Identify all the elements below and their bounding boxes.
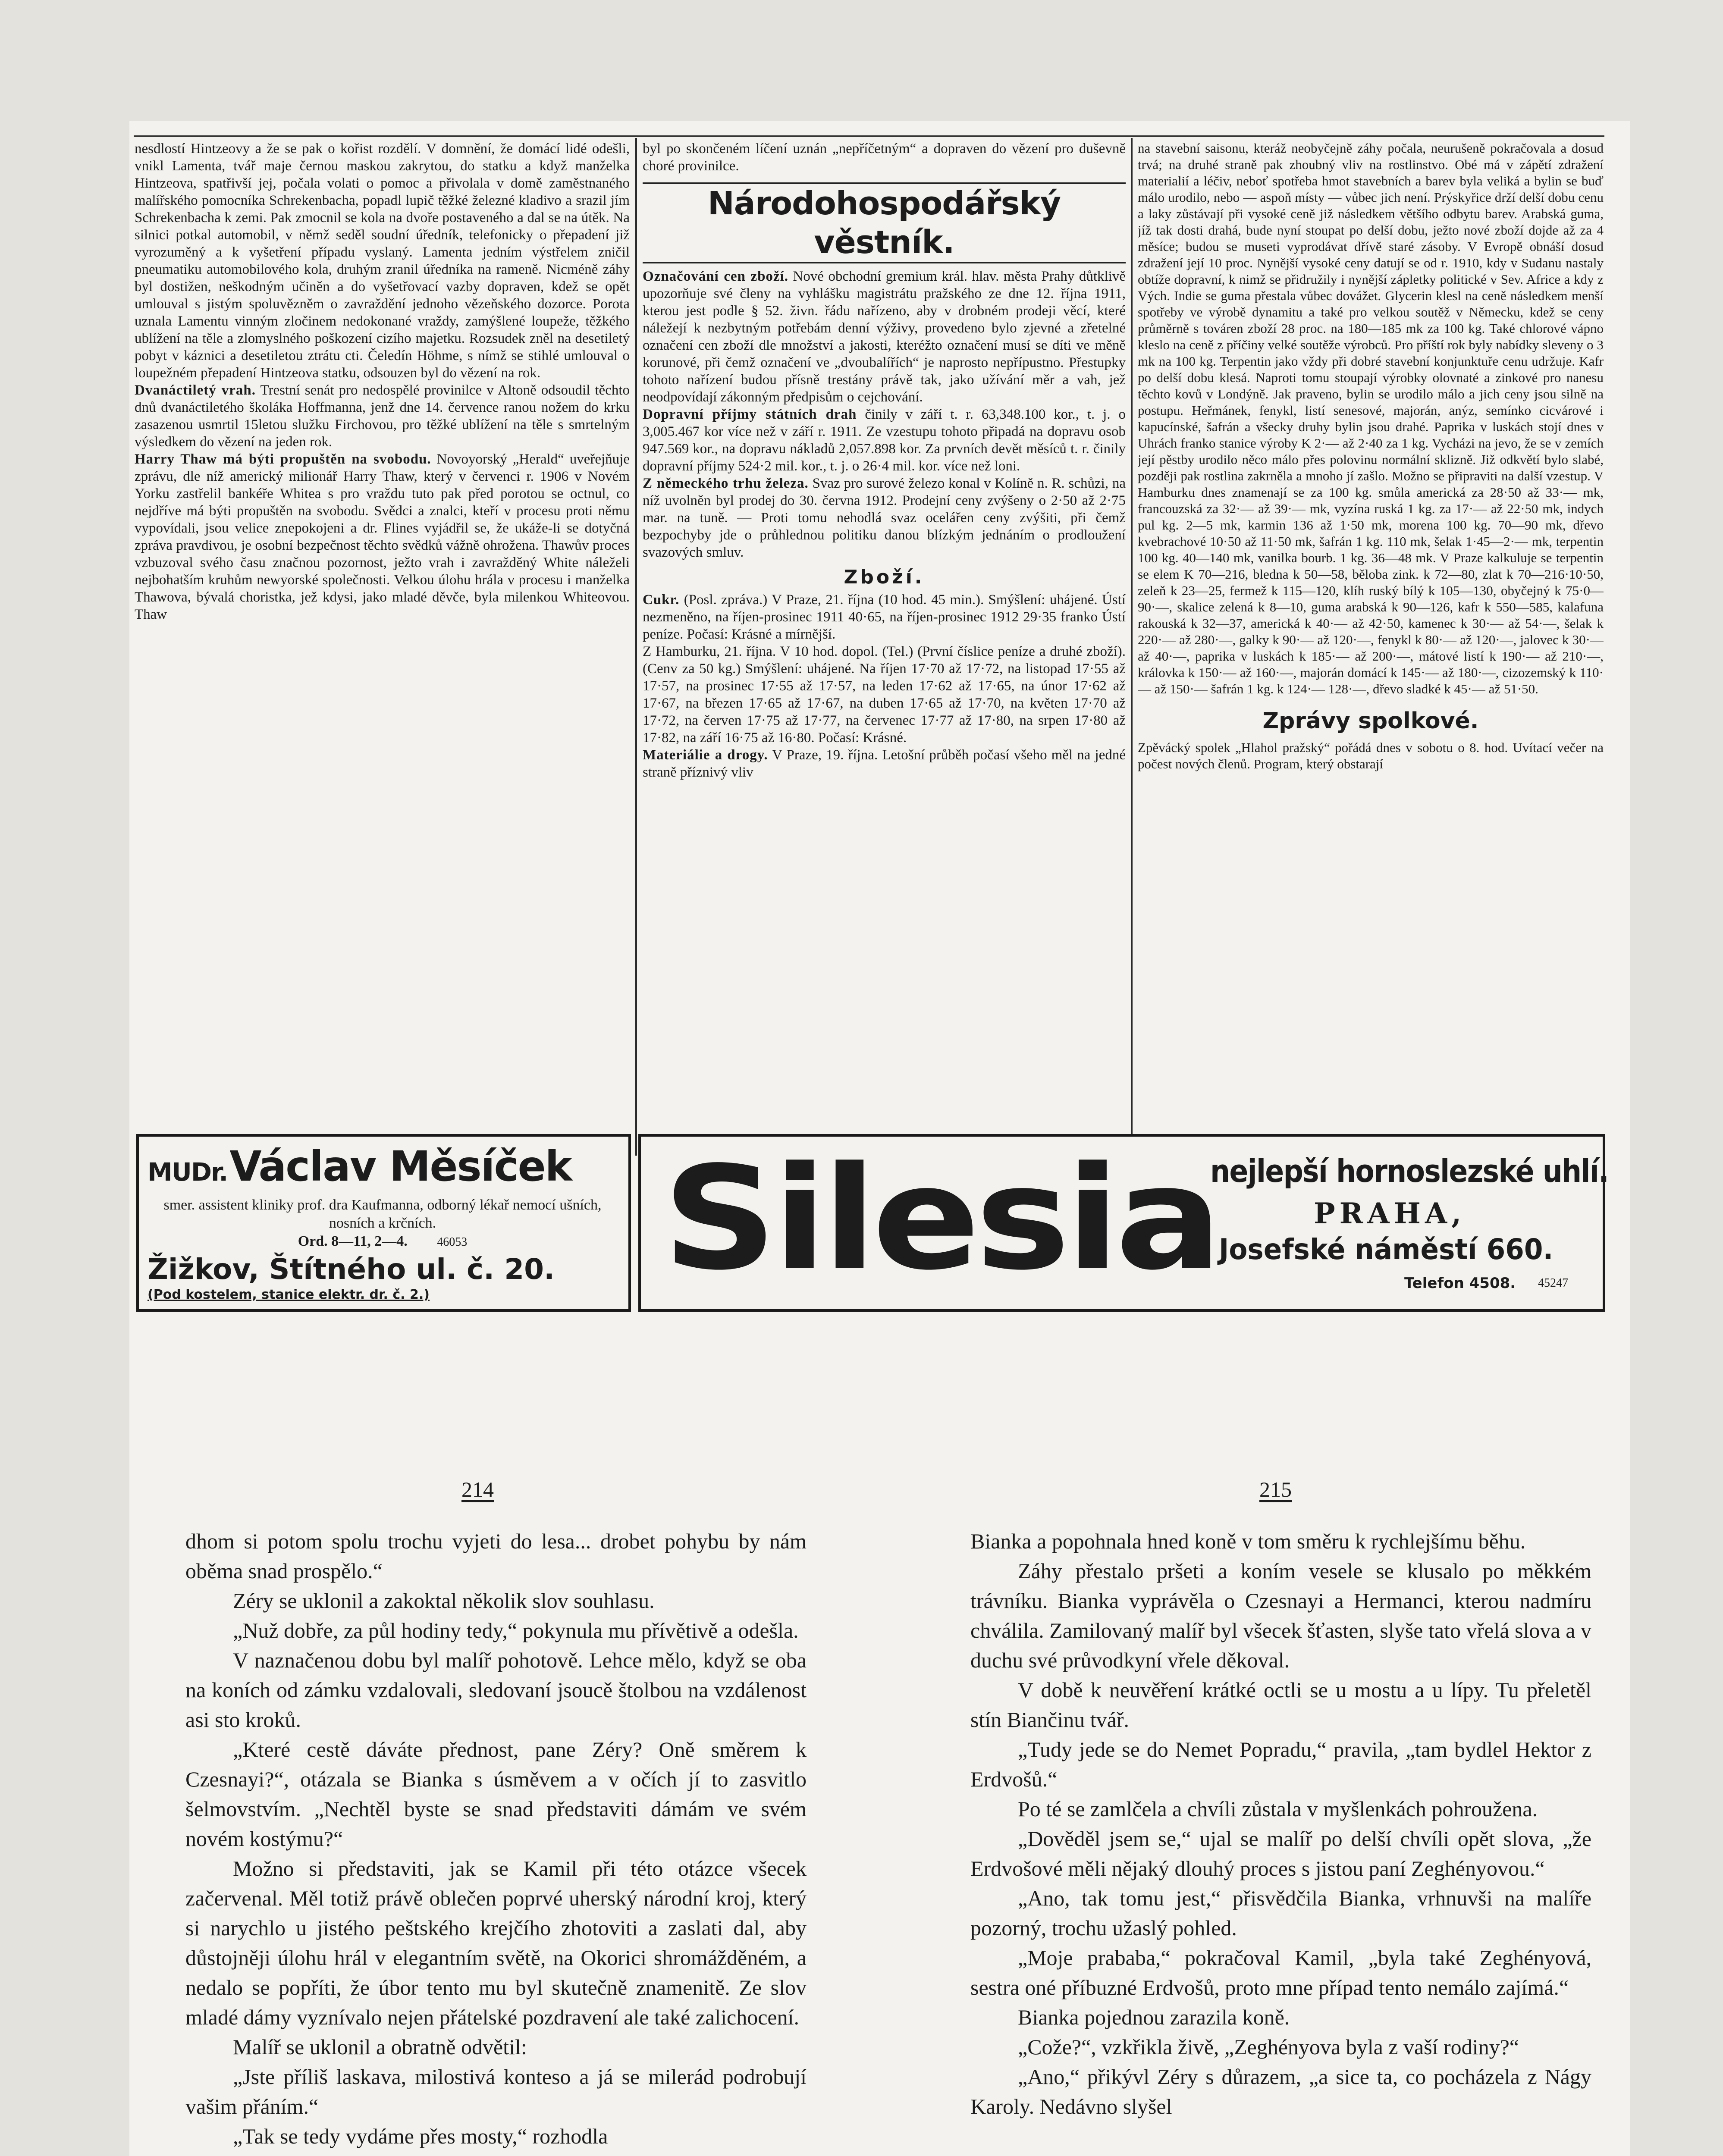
news-headline: Z německého trhu železa.: [643, 476, 809, 491]
ad-silesia-brand: Silesia: [662, 1136, 1218, 1301]
ad-silesia-city: PRAHA,: [1314, 1197, 1466, 1230]
book-paragraph: „Cože?“, vzkřikla živě, „Zeghényova byla z vaší rodiny?“: [1018, 2035, 1519, 2059]
ad-doctor-footer: (Pod kostelem, stanice elektr. dr. č. 2.): [148, 1287, 430, 1302]
book-paragraph: Malíř se uklonil a obratně odvětil:: [233, 2035, 527, 2059]
book-paragraph: Po té se zamlčela a chvíli zůstala v myšlenkách pohroužena.: [1018, 1797, 1538, 1821]
section-title-clubs: Zprávy spolkové.: [1262, 708, 1479, 734]
news-body: činily v září t. r. 63,348.100 kor., t. j. o 3,005.467 kor více než v září r. 1911. Ze vzestupu tohoto připadá na dopravu osob 947.569 kor., na dopravu nákladů 2,057.898 kor. Za prvních devět měsíců t. r. činily dopravní příjmy 524·2 mil. kor., t. j. o 26·4 mil. kor. více než loni.: [643, 407, 1126, 474]
book-paragraph: dhom si potom spolu trochu vyjeti do lesa... drobet pohybu by nám oběma snad prospělo.“: [185, 1529, 807, 1583]
news-body: (Posl. zpráva.) V Praze, 21. října (10 hod. 45 min.). Smýšlení: uhájené. Ústí nezmeněno, na říjen-prosinec 1911 40·65, na říjen-prosinec 1912 29·35 franko Ústí peníze. Počasí: Krásné a mírnější.: [643, 592, 1126, 642]
news-article-thaw-cont: byl po skončeném líčení uznán „nepříčetným“ a dopraven do vězení pro duševně choré provinilce.: [643, 141, 1126, 174]
book-paragraph: „Ano,“ přikývl Zéry s důrazem, „a sice ta, co pocházela z Nágy Karoly. Nedávno slyšel: [970, 2065, 1591, 2118]
ad-silesia-address: Josefské náměstí 660.: [1219, 1233, 1554, 1266]
news-article-thaw: [135, 451, 630, 623]
ad-silesia-code: 45247: [1538, 1276, 1568, 1290]
book-left-page: [185, 1526, 807, 2156]
news-column-2: [643, 140, 1126, 1084]
news-headline: Dvanáctiletý vrah.: [135, 382, 256, 398]
book-paragraph: „Nuž dobře, za půl hodiny tedy,“ pokynula mu přívětivě a odešla.: [233, 1618, 799, 1642]
news-body: V Praze, 19. října. Letošní průběh počasí všeho měl na jedné straně příznivý vliv: [643, 747, 1126, 780]
ad-doctor-prefix: MUDr.: [148, 1157, 228, 1187]
ad-doctor-name-line: [148, 1143, 571, 1196]
book-paragraph: Zéry se uklonil a zakoktal několik slov souhlasu.: [233, 1589, 655, 1613]
left-page-number: 214: [461, 1477, 494, 1501]
ad-doctor-address: Žižkov, Štítného ul. č. 20.: [148, 1253, 555, 1286]
news-body: Trestní senát pro nedospělé provinilce v Altoně odsoudil těchto dnů dvanáctiletého školáka Hoffmanna, jenž dne 14. července ranou nožem do krku zasazenou usmrtil 15letou služku Firchovou, pro těžké ublížení na těle s smrtelným výsledkem do vězení na jeden rok.: [135, 382, 630, 450]
news-item-railways: [643, 406, 1126, 475]
news-item-iron: [643, 475, 1126, 561]
news-headline: Harry Thaw má býti propuštěn na svobodu.: [135, 451, 431, 467]
ad-doctor-hours: Ord. 8—11, 2—4.: [298, 1233, 408, 1249]
news-article-vrah: [135, 382, 630, 451]
column-rule-1: [635, 138, 637, 1156]
ad-silesia-tagline: nejlepší hornoslezské uhlí.: [1210, 1153, 1609, 1189]
book-paragraph: Bianka pojednou zarazila koně.: [1018, 2005, 1290, 2029]
news-body: Z Hamburku, 21. října. V 10 hod. dopol. (Tel.) (První číslice peníze a druhé zboží). (Cenv za 50 kg.) Smýšlení: uhájené. Na říjen 17·70 až 17·72, na listopad 17·55 až 17·57, na prosinec 17·55 až 17·57, na leden 17·62 až 17·65, na únor 17·62 až 17·67, na březen 17·65 až 17·67, na duben 17·65 až 17·70, na květen 17·70 až 17·72, na červen 17·75 až 17·77, na červenec 17·77 až 17·80, na srpen 17·80 až 17·82, na září 16·75 až 16·80. Počasí: Krásné.: [643, 644, 1126, 746]
news-item-sugar: [643, 591, 1126, 643]
news-column-1: [135, 140, 630, 1084]
book-paragraph: „Které cestě dáváte přednost, pane Zéry? Oně směrem k Czesnayi?“, otázala se Bianka s úsměvem a v očích jí to zasvitlo šelmovstvím. „Nechtěl byste se snad představiti dámám ve svém novém kostýmu?“: [185, 1737, 807, 1851]
right-page-number: 215: [1259, 1477, 1292, 1501]
book-paragraph: V době k neuvěření krátké octli se u mostu a u lípy. Tu přeletěl stín Biančinu tvář.: [970, 1678, 1591, 1732]
news-body: Novoyorský „Herald“ uveřejňuje zprávu, dle níž americký milionář Harry Thaw, který v červenci r. 1906 v Novém Yorku zastřelil bankéře Whitea s pro vraždu tuto pak před porotou se octnul, co nejdříve má býti propuštěn na svobodu. Svědci a znalci, kteří v procesu proti němu vypovídali, jsou velice znepokojeni a dr. Flines vyjádřil se, že ukáže-li se dotyčná zpráva pravdivou, je osobní bezpečnost těchto svědků vážně ohrožena. Thawův proces vzbuzoval svého času značnou pozornost, ježto vrah i zavražděný White náleželi nejbohatším kruhům newyorské společnosti. Velkou úlohu hrála v procesu i manželka Thawova, bývalá choristka, jež kdysi, jako mladé děvče, byla milenkou Whiteovou. Thaw: [135, 451, 630, 622]
news-body: Svaz pro surové železo konal v Kolíně n. R. schůzi, na níž uvolněn byl prodej do 30. června 1912. Prodejní ceny zvýšeny o 2·50 až 2·75 mar. na tuně. — Proti tomu nehodlá svaz ocelářen ceny zvýšiti, při čemž bezpochyby jde o průhlednou politiku danou blízkým jednáním o prodloužení svazových smluv.: [643, 476, 1126, 560]
book-paragraph: Záhy přestalo pršeti a koním vesele se klusalo po měkkém trávníku. Bianka vyprávěla o Czesnayi a Hermanci, kterou nadmíru chválila. Zamilovaný malíř byl všecek šťasten, slyše tato vřelá slova a v duchu své průvodkyní vřele děkoval.: [970, 1559, 1591, 1672]
ad-doctor: [136, 1134, 631, 1312]
column-rule-2: [1131, 138, 1133, 1156]
book-paragraph: „Ano, tak tomu jest,“ přisvědčila Bianka, vrhnuvši na malíře pozorný, trochu užaslý pohled.: [970, 1886, 1591, 1940]
news-item-materials-cont: na stavební saisonu, kteráž neobyčejně záhy počala, neurušeně pokračovala a dosud trvá; na druhé straně pak zhoubný vliv na rostlinstvo. Obé má v zápětí zdražení materialií a léčiv, neboť spotřeba hmot stavebních a barev byla veliká a bylin se buď málo urodilo, nebo — aspoň místy — vůbec jich není. Prýskyřice drží delší dobu cenu a laky zůstávají při vysoké ceně již následkem většího odbytu barev. Arabská guma, jíž tak dosti drahá, bude nyní stoupat po delší dobu, ježto nové zboží dojde až za 4 měsíce; budou se museti vyprodávat dřívě staré zásoby. V Evropě obnáší dosud zdražení její 10 proc. Nynější vysoké ceny datují se od r. 1910, kdy v Sudanu nastaly obtíže dopravní, k nimž se přidružily i nynější zápletky politické v Sev. Africe a kdy z Vých. Indie se guma přestala vůbec dovážet. Glycerin klesl na ceně následkem menší spotřeby ve výrobě dynamitu a také pro velkou soutěž v Německu, kdež se ceny průměrně s továren zboží 28 proc. na 180—185 mk za 100 kg. Také chlorové vápno kleslo na ceně z příčiny velké soutěže výrobců. Pro příští rok byly nabídky sleveny o 3 mk na 100 kg. Terpentin jako vždy při dobré stavební konjunktuře cenu udržuje. Kafr po delší dobu klesá. Naproti tomu stoupají výrobky olovnaté a zinkové pro nanesu těchto kovů v Londýně. Jak praveno, bylin se urodilo málo a jich ceny jsou silně na postupu. Heřmánek, fenykl, listí senesové, majorán, anýz, semínko cicvárové i kapucínské, šafrán a všecky druhy bylin jsou drahé. Paprika v luskách stojí dnes v Uhrách franko stanice výroby K 2·— až 2·40 za 1 kg. Vycházi na jevo, že se v zemích její pěstby urodilo něco málo přes polovinu normální sklizně. Již odkvětí bylo slabé, později pak rostlina zakrněla a mnoho jí zašlo. Možno se připraviti na další vzestup. V Hamburku dnes znamenají se za 100 kg. smůla americká za 28·50 až 33·— mk, francouzská za 32·— až 39·— mk, vyzína ruská 1 kg. za 17·— až 22·50 mk, indych pul kg. 2—5 mk, karmin 136 až 1·50 mk, morena 100 kg. 70—90 mk, dřevo kvebrachové 10·50 až 11·50 mk, šafrán 1 kg. 110 mk, šelak 1·45—2·— mk, terpentin 100 kg. 40—140 mk, vanilka bourb. 1 kg. 36—48 mk. V Praze kalkuluje se terpentin se elem K 70—216, bledna k 50—58, běloba zink. k 72—80, zlat k 70—216·10·50, zeleň k 23—25, fermež k 115—120, klíh ruský bílý k 105—130, obyčejný k 75·0—90·—, skalice zelená k 8—10, guma arabská k 90—126, kafr k 550—585, kalafuna rakouská k 32—37, americká k 40·— až 42·50, kamenec k 30·— až 54·—, šelak k 220·— až 280·—, galky k 90·— až 120·—, fenykl k 80·— až 120·—, jalovec k 30·— až 40·—, paprika v luskách k 185·— až 200·—, mátové listí k 190·— až 210·—, královka k 150·— až 160·—, majorán domácí k 145·— až 180·—, cizozemský k 110·— až 150·— šafrán 1 kg. k 124·— 128·—, dřevo sladké k 45·— až 51·50.: [1138, 141, 1604, 696]
book-paragraph: „Dověděl jsem se,“ ujal se malíř po delší chvíli opět slova, „že Erdvošové měli nějaký dlouhý proces s jistou paní Zeghényovou.“: [970, 1827, 1591, 1880]
book-paragraph: „Jste příliš laskava, milostivá konteso a já se milerád podrobují vašim přáním.“: [185, 2065, 807, 2118]
book-paragraph: „Tudy jede se do Nemet Popradu,“ pravila, „tam bydlel Hektor z Erdvošů.“: [970, 1737, 1591, 1791]
news-headline: Dopravní příjmy státních drah: [643, 407, 857, 422]
news-item-hlahol: Zpěvácký spolek „Hlahol pražský“ pořádá dnes v sobotu o 8. hod. Uvítací večer na počest nových členů. Program, který obstarají: [1138, 740, 1604, 771]
book-paragraph: V naznačenou dobu byl malíř pohotově. Lehce mělo, když se oba na koních od zámku vzdalovali, sledovaní jsoucě štolbou na vzdálenost asi sto kroků.: [185, 1648, 807, 1732]
ad-silesia: [638, 1134, 1609, 1312]
book-paragraph: „Tak se tedy vydáme přes mosty,“ rozhodla: [233, 2124, 608, 2148]
news-body: Nové obchodní gremium král. hlav. města Prahy důtklivě upozorňuje své členy na vyhlášku magistrátu pražského ze dne 12. října 1911, kterou jest podle § 52. živn. řádu nařízeno, aby v drobném prodeji věcí, které náležejí k nezbytným potřebám denní výživy, provedeno bylo zjevné a zřetelné označení cen zboží dle množství a jakosti, kteréžto označení musí se díti ve měně korunové, při čemž označení ve „dvoubalířích“ je naprosto nepřípustno. Přestupky tohoto nařízení budou přísně trestány právě tak, jako užívání měr a vah, jež neodpovídají zákonným předpisům o cejchování.: [643, 269, 1126, 405]
book-paragraph: „Moje prababa,“ pokračoval Kamil, „byla také Zeghényová, sestra oné příbuzné Erdvošů, proto mne případ tento nemálo zajímá.“: [970, 1946, 1591, 1999]
book-paragraph: Možno si představiti, jak se Kamil při této otázce všecek začervenal. Měl totiž právě oblečen poprvé uherský národní kroj, který si narychlo u jistého peštského krejčího zhotoviti a zaslati dal, aby důstojněji úlohu hrál v elegantním světě, na Okorici shromážděném, a nedalo se popříti, že úbor tento mu byl skutečně znamenitě. Ze slov mladé dámy vyznívalo nejen přátelské pozdravení ale také zalichocení.: [185, 1856, 807, 2029]
top-rule: [134, 135, 1604, 137]
section-title-goods: Zboží.: [844, 566, 925, 588]
news-headline: Materiálie a drogy.: [643, 747, 768, 763]
section-title-economy: Národohospodářský věstník.: [643, 182, 1126, 263]
book-right-page: [970, 1526, 1591, 2156]
scanned-page: [129, 121, 1630, 2156]
book-paragraph: Bianka a popohnala hned koně v tom směru k rychlejšímu běhu.: [970, 1529, 1526, 1553]
news-item-hamburg: [643, 643, 1126, 746]
ad-doctor-hours-line: [156, 1232, 609, 1251]
news-item-materials: [643, 746, 1126, 781]
ad-doctor-credentials: smer. assistent kliniky prof. dra Kaufmanna, odborný lékař nemocí ušních, nosních a krčních.: [163, 1197, 602, 1231]
news-headline: Označování cen zboží.: [643, 269, 789, 284]
ad-doctor-name: Václav Měsíček: [229, 1142, 572, 1191]
ad-silesia-phone: Telefon 4508.: [1404, 1275, 1516, 1292]
news-headline: Cukr.: [643, 592, 680, 608]
news-column-3: [1138, 140, 1604, 1084]
ad-doctor-code: 46053: [437, 1235, 468, 1249]
news-article-lamenta: nesdlostí Hintzeovy a že se pak o kořist rozdělí. V domnění, že domácí lidé odešli, vnikl Lamenta, tvář maje černou maskou zakrytou, do statku a když manželka Hintzeova, spatřivší jej, počala volati o pomoc a přivolala v domě zaměstnaného malířského pomocníka Schrekenbacha, popadl lupič těžké železné kladivo a srazil jím Schrekenbacha k zemi. Pak zmocnil se kola na dvoře postaveného a dal se na útěk. Na silnici potkal automobil, v němž seděl soudní úředník, telefonicky o přepadení již vyrozuměný a k vyšetření případu vyslaný. Lamenta jedním výstřelem zničil pneumatiku automobilového kola, druhým zranil úředníka na rameně. Nicméně záhy byl dostižen, neškodným učiněn a do vyšetřovací vazby dopraven, kdež se opět umlouval s jistým spoluvězněm o zavraždění jednoho vězeňského dozorce. Porota uznala Lamentu vinným zločinem nedokonané vraždy, zamýšlené loupeže, těžkého ublížení na těle a zlomyslného poškození cizího majetku. Rozsudek zněl na desetiletý pobyt v káznici a desetiletou ztrátu cti. Čeledín Höhme, s nímž se stihlé umlouval o loupežném přepadení Hintzeova statku, odsouzen byl do vězení na rok.: [135, 141, 630, 381]
news-item-prices: [643, 268, 1126, 406]
